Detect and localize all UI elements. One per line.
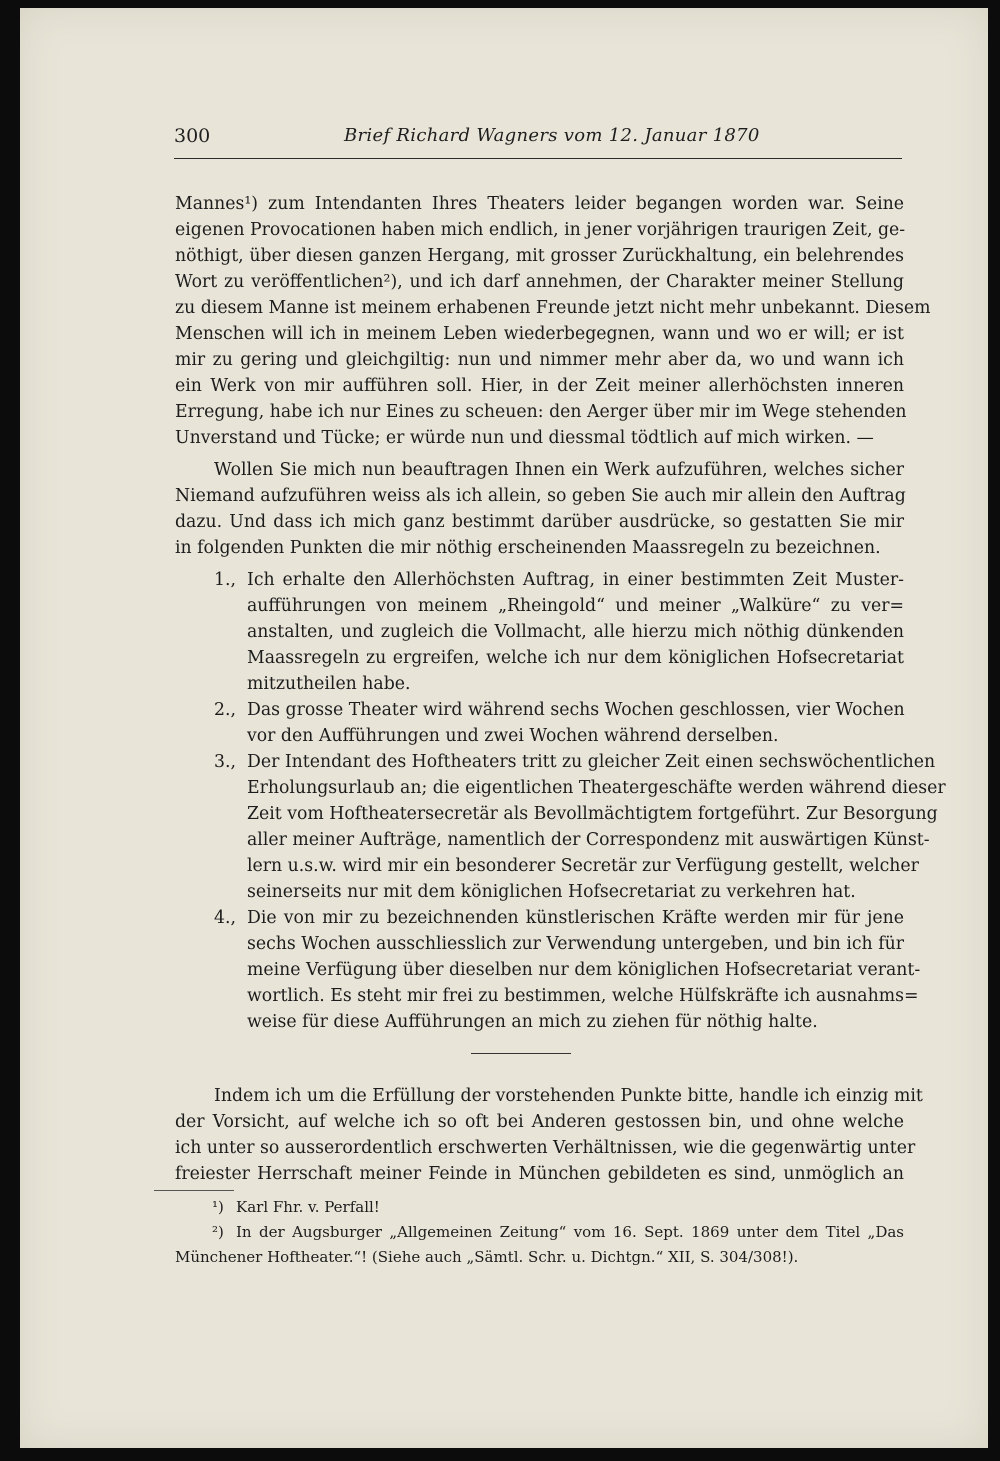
text-line: nöthigt, über diesen ganzen Hergang, mit grosser Zurückhaltung, ein belehrendes — [175, 246, 904, 266]
text-line: Zeit vom Hoftheatersecretär als Bevollmächtigtem fortgeführt. Zur Besorgung — [247, 804, 938, 824]
list-item-number: 1., — [214, 570, 236, 590]
text-line: aller meiner Aufträge, namentlich der Correspondenz mit auswärtigen Künst- — [247, 830, 930, 850]
text-line: Erregung, habe ich nur Eines zu scheuen: den Aerger über mir im Wege stehenden — [175, 402, 907, 422]
page-header — [174, 122, 902, 159]
footnote-line: Karl Fhr. v. Perfall! — [236, 1198, 380, 1216]
text-line: Ich erhalte den Allerhöchsten Auftrag, in einer bestimmten Zeit Muster- — [247, 570, 904, 590]
text-line: meine Verfügung über dieselben nur dem königlichen Hofsecretariat verant- — [247, 960, 921, 980]
text-line: eigenen Provocationen haben mich endlich, in jener vorjährigen traurigen Zeit, ge- — [175, 220, 906, 240]
text-line: Maassregeln zu ergreifen, welche ich nur dem königlichen Hofsecretariat — [247, 648, 904, 668]
text-line: Das grosse Theater wird während sechs Wochen geschlossen, vier Wochen — [247, 700, 905, 720]
list-item-number: 2., — [214, 700, 236, 720]
text-line: Die von mir zu bezeichnenden künstlerischen Kräfte werden mir für jene — [247, 908, 904, 928]
text-line: wortlich. Es steht mir frei zu bestimmen, welche Hülfskräfte ich ausnahms= — [247, 986, 919, 1006]
text-line: Menschen will ich in meinem Leben wiederbegegnen, wann und wo er will; er ist — [175, 324, 904, 344]
text-line: sechs Wochen ausschliesslich zur Verwendung untergeben, und bin ich für — [247, 934, 904, 954]
list-item-number: 4., — [214, 908, 236, 928]
section-separator — [471, 1053, 571, 1054]
text-line: in folgenden Punkten die mir nöthig erscheinenden Maassregeln zu bezeichnen. — [175, 538, 881, 558]
text-line: dazu. Und dass ich mich ganz bestimmt darüber ausdrücke, so gestatten Sie mir — [175, 512, 904, 532]
text-line: der Vorsicht, auf welche ich so oft bei Anderen gestossen bin, und ohne welche — [175, 1112, 904, 1132]
text-line: mitzutheilen habe. — [247, 674, 411, 694]
text-line: seinerseits nur mit dem königlichen Hofsecretariat zu verkehren hat. — [247, 882, 856, 902]
page-number: 300 — [174, 125, 211, 147]
text-line: anstalten, und zugleich die Vollmacht, alle hierzu mich nöthig dünkenden — [247, 622, 904, 642]
text-line: Wollen Sie mich nun beauftragen Ihnen ein Werk aufzuführen, welches sicher — [214, 460, 904, 480]
text-line: zu diesem Manne ist meinem erhabenen Freunde jetzt nicht mehr unbekannt. Diesem — [175, 298, 931, 318]
text-line: ein Werk von mir aufführen soll. Hier, in der Zeit meiner allerhöchsten inneren — [175, 376, 904, 396]
footnote-line: In der Augsburger „Allgemeinen Zeitung“ vom 16. Sept. 1869 unter dem Titel „Das — [236, 1223, 904, 1241]
text-line: lern u.s.w. wird mir ein besonderer Secretär zur Verfügung gestellt, welcher — [247, 856, 919, 876]
text-line: vor den Aufführungen und zwei Wochen während derselben. — [247, 726, 779, 746]
list-item-number: 3., — [214, 752, 236, 772]
footnote-marker: ²) — [212, 1223, 224, 1241]
text-line: Wort zu veröffentlichen²), und ich darf annehmen, der Charakter meiner Stellung — [175, 272, 904, 292]
footnote-marker: ¹) — [212, 1198, 224, 1216]
text-line: Niemand aufzuführen weiss als ich allein, so geben Sie auch mir allein den Auftrag — [175, 486, 906, 506]
text-line: mir zu gering und gleichgiltig: nun und nimmer mehr aber da, wo und wann ich — [175, 350, 904, 370]
running-title: Brief Richard Wagners vom 12. Januar 1870 — [344, 125, 760, 146]
footnote-rule — [154, 1190, 234, 1191]
text-line: weise für diese Aufführungen an mich zu ziehen für nöthig halte. — [247, 1012, 818, 1032]
text-line: Der Intendant des Hoftheaters tritt zu gleicher Zeit einen sechswöchentlichen — [247, 752, 936, 772]
text-line: Unverstand und Tücke; er würde nun und diessmal tödtlich auf mich wirken. — — [175, 428, 874, 448]
text-line: Mannes¹) zum Intendanten Ihres Theaters leider begangen worden war. Seine — [175, 194, 904, 214]
text-line: aufführungen von meinem „Rheingold“ und meiner „Walküre“ zu ver= — [247, 596, 904, 616]
text-line: freiester Herrschaft meiner Feinde in München gebildeten es sind, unmöglich an — [175, 1164, 904, 1184]
text-line: ich unter so ausserordentlich erschwerten Verhältnissen, wie die gegenwärtig unter — [175, 1138, 916, 1158]
text-line: Indem ich um die Erfüllung der vorstehenden Punkte bitte, handle ich einzig mit — [214, 1086, 923, 1106]
footnote-line: Münchener Hoftheater.“! (Siehe auch „Sämtl. Schr. u. Dichtgn.“ XII, S. 304/308!). — [175, 1248, 799, 1266]
text-line: Erholungsurlaub an; die eigentlichen Theatergeschäfte werden während dieser — [247, 778, 946, 798]
